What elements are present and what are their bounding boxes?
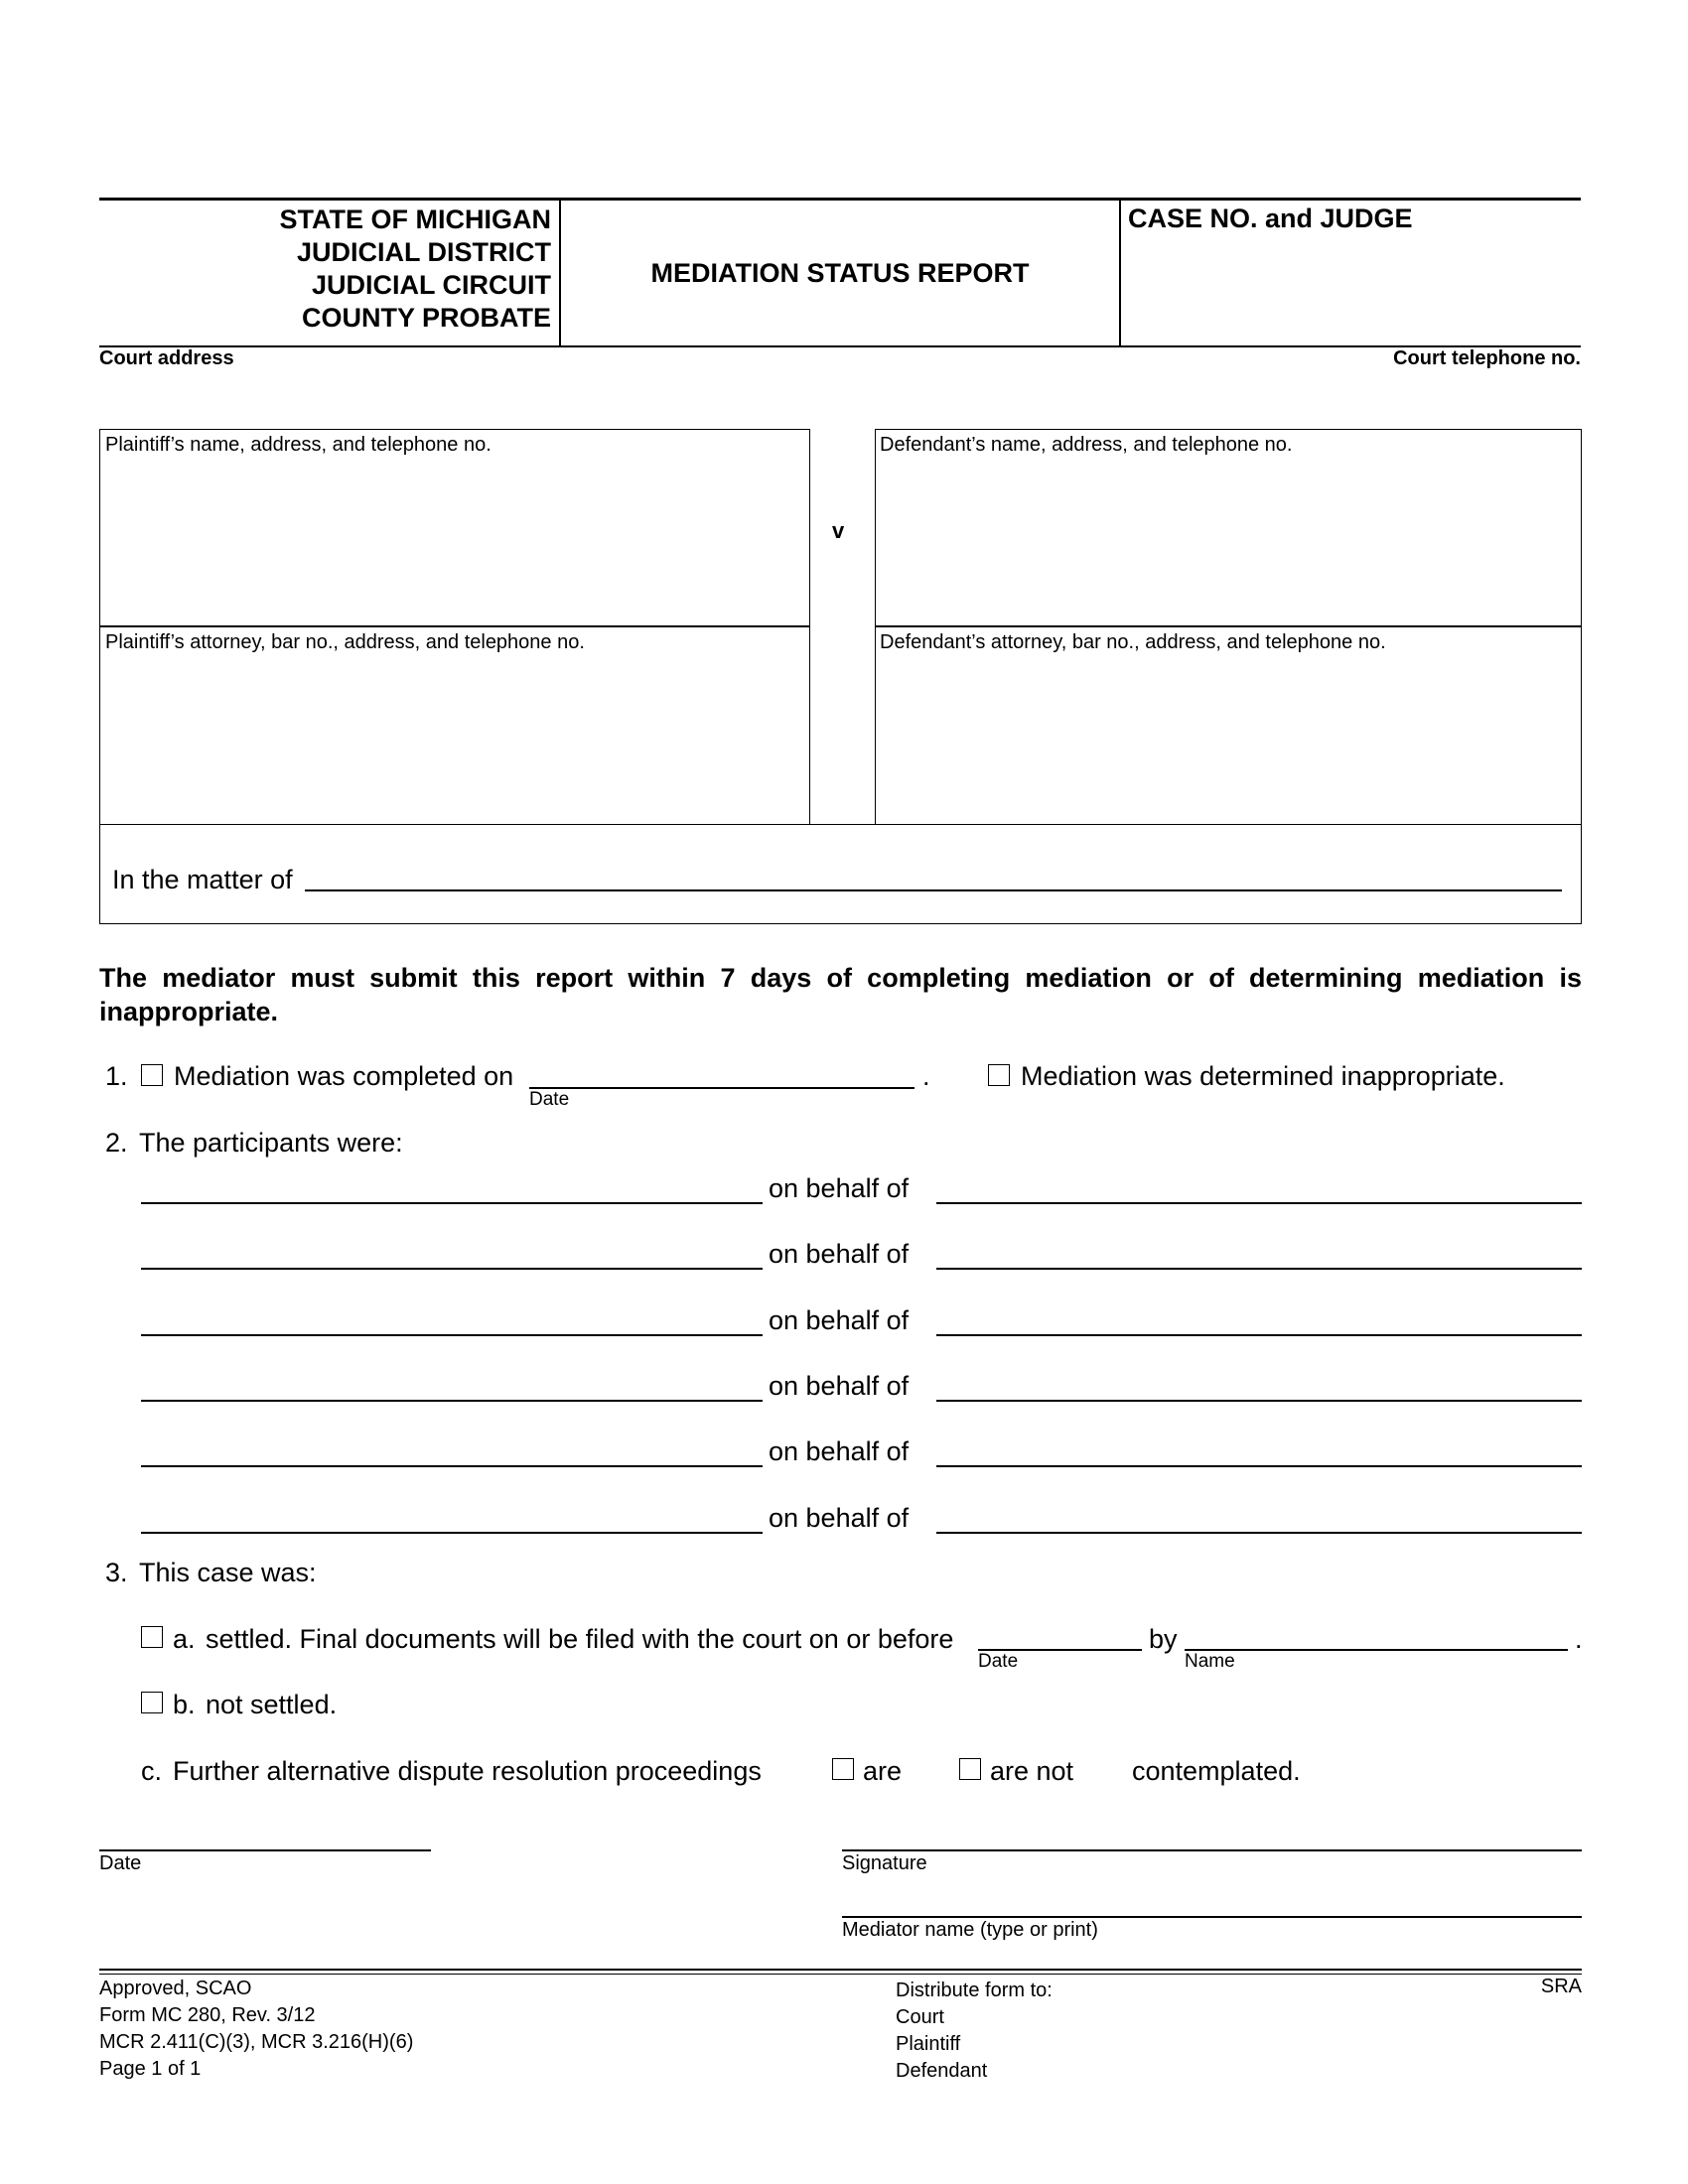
versus-label: v bbox=[832, 518, 845, 543]
plaintiff-label: Plaintiff’s name, address, and telephone no. bbox=[105, 434, 492, 456]
plaintiff-attorney-field[interactable] bbox=[105, 662, 800, 819]
court-circuit: JUDICIAL CIRCUIT bbox=[311, 270, 551, 300]
adr-are-not-label: are not bbox=[990, 1756, 1074, 1786]
matter-label: In the matter of bbox=[112, 865, 293, 894]
item3-number: 3. bbox=[105, 1558, 128, 1587]
completed-date-field[interactable] bbox=[529, 1087, 914, 1089]
on-behalf-label: on behalf of bbox=[769, 1436, 910, 1466]
on-behalf-label: on behalf of bbox=[769, 1371, 910, 1401]
on-behalf-label: on behalf of bbox=[769, 1503, 910, 1533]
participant-party-field[interactable] bbox=[936, 1400, 1582, 1402]
settled-checkbox[interactable] bbox=[141, 1626, 163, 1648]
footer-distribution bbox=[896, 1978, 1053, 2085]
footer-rule-top bbox=[99, 1969, 1582, 1971]
court-name-block bbox=[280, 204, 551, 335]
adr-are-not-checkbox[interactable] bbox=[959, 1758, 981, 1780]
not-settled-letter: b. bbox=[173, 1690, 196, 1719]
matter-box bbox=[99, 824, 1582, 924]
case-no-field[interactable] bbox=[1121, 228, 1580, 343]
header-bottom-rule bbox=[99, 345, 1581, 347]
participant-party-field[interactable] bbox=[936, 1334, 1582, 1336]
defendant-box-divider bbox=[876, 625, 1581, 627]
adr-letter: c. bbox=[141, 1756, 163, 1786]
participant-name-field[interactable] bbox=[141, 1400, 763, 1402]
mediator-name-field[interactable] bbox=[842, 1916, 1582, 1918]
adr-are-checkbox[interactable] bbox=[832, 1758, 854, 1780]
court-phone-label: Court telephone no. bbox=[1393, 347, 1581, 369]
footer-code: SRA bbox=[1540, 1976, 1582, 1997]
item3a-period: . bbox=[1575, 1624, 1583, 1654]
mediation-completed-label: Mediation was completed on bbox=[174, 1061, 514, 1091]
participant-name-field[interactable] bbox=[141, 1268, 763, 1270]
participant-name-field[interactable] bbox=[141, 1465, 763, 1467]
adr-are-label: are bbox=[863, 1756, 903, 1786]
participant-party-field[interactable] bbox=[936, 1268, 1582, 1270]
defendant-field[interactable] bbox=[880, 464, 1575, 620]
distribute-plaintiff: Plaintiff bbox=[896, 2033, 961, 2055]
signature-label: Signature bbox=[842, 1852, 927, 1874]
distribute-court: Court bbox=[896, 2006, 944, 2028]
case-no-label: CASE NO. and JUDGE bbox=[1128, 204, 1413, 233]
footer-left bbox=[99, 1976, 413, 2083]
final-documents-date-caption: Date bbox=[978, 1651, 1019, 1672]
plaintiff-field[interactable] bbox=[105, 464, 800, 620]
footer-rule-citation: MCR 2.411(C)(3), MCR 3.216(H)(6) bbox=[99, 2031, 414, 2053]
matter-field[interactable] bbox=[305, 889, 1562, 891]
instruction-text: The mediator must submit this report within 7 days of completing mediation or of determining mediation is inappropriate. bbox=[99, 963, 1582, 1026]
item2-number: 2. bbox=[105, 1128, 128, 1158]
signature-field[interactable] bbox=[842, 1849, 1582, 1851]
participant-name-field[interactable] bbox=[141, 1532, 763, 1534]
defendant-box bbox=[875, 429, 1582, 825]
court-state: STATE OF MICHIGAN bbox=[279, 205, 551, 234]
on-behalf-label: on behalf of bbox=[769, 1239, 910, 1269]
distribute-defendant: Defendant bbox=[896, 2060, 988, 2082]
on-behalf-label: on behalf of bbox=[769, 1305, 910, 1335]
final-documents-name-caption: Name bbox=[1185, 1651, 1235, 1672]
item1-number: 1. bbox=[105, 1061, 128, 1091]
defendant-attorney-field[interactable] bbox=[880, 662, 1575, 819]
participant-party-field[interactable] bbox=[936, 1202, 1582, 1204]
completed-date-caption: Date bbox=[529, 1089, 570, 1110]
participant-name-field[interactable] bbox=[141, 1202, 763, 1204]
court-district: JUDICIAL DISTRICT bbox=[296, 237, 551, 267]
footer-page-number: Page 1 of 1 bbox=[99, 2058, 202, 2080]
footer-approved: Approved, SCAO bbox=[99, 1978, 252, 1999]
header-top-rule bbox=[99, 198, 1581, 201]
settled-text: settled. Final documents will be filed with the court on or before bbox=[206, 1624, 954, 1654]
plaintiff-attorney-label: Plaintiff’s attorney, bar no., address, and telephone no. bbox=[105, 631, 585, 653]
signature-date-field[interactable] bbox=[99, 1849, 431, 1851]
mediation-inappropriate-checkbox[interactable] bbox=[988, 1064, 1010, 1086]
case-was-label: This case was: bbox=[139, 1558, 317, 1587]
on-behalf-label: on behalf of bbox=[769, 1173, 910, 1203]
mediation-completed-checkbox[interactable] bbox=[141, 1064, 163, 1086]
defendant-attorney-label: Defendant’s attorney, bar no., address, and telephone no. bbox=[880, 631, 1386, 653]
defendant-label: Defendant’s name, address, and telephone no. bbox=[880, 434, 1293, 456]
court-probate: COUNTY PROBATE bbox=[301, 303, 551, 333]
not-settled-checkbox[interactable] bbox=[141, 1692, 163, 1713]
participant-party-field[interactable] bbox=[936, 1532, 1582, 1534]
signature-date-label: Date bbox=[99, 1852, 142, 1874]
adr-text: Further alternative dispute resolution proceedings bbox=[173, 1756, 762, 1786]
participant-party-field[interactable] bbox=[936, 1465, 1582, 1467]
not-settled-text: not settled. bbox=[206, 1690, 338, 1719]
plaintiff-box-divider bbox=[100, 625, 809, 627]
item1-period: . bbox=[922, 1061, 930, 1091]
plaintiff-box bbox=[99, 429, 810, 825]
participant-name-field[interactable] bbox=[141, 1334, 763, 1336]
distribute-label: Distribute form to: bbox=[896, 1979, 1053, 2001]
footer-rule-bottom bbox=[99, 1974, 1582, 1975]
final-documents-name-field[interactable] bbox=[1185, 1649, 1568, 1651]
court-address-label: Court address bbox=[99, 347, 234, 369]
mediator-name-label: Mediator name (type or print) bbox=[842, 1919, 1098, 1941]
adr-contemplated-label: contemplated. bbox=[1132, 1756, 1301, 1786]
footer-form-number: Form MC 280, Rev. 3/12 bbox=[99, 2004, 316, 2026]
mediation-inappropriate-label: Mediation was determined inappropriate. bbox=[1021, 1061, 1505, 1091]
by-label: by bbox=[1149, 1624, 1178, 1654]
participants-label: The participants were: bbox=[139, 1128, 403, 1158]
settled-letter: a. bbox=[173, 1624, 196, 1654]
form-title: MEDIATION STATUS REPORT bbox=[650, 258, 1030, 288]
